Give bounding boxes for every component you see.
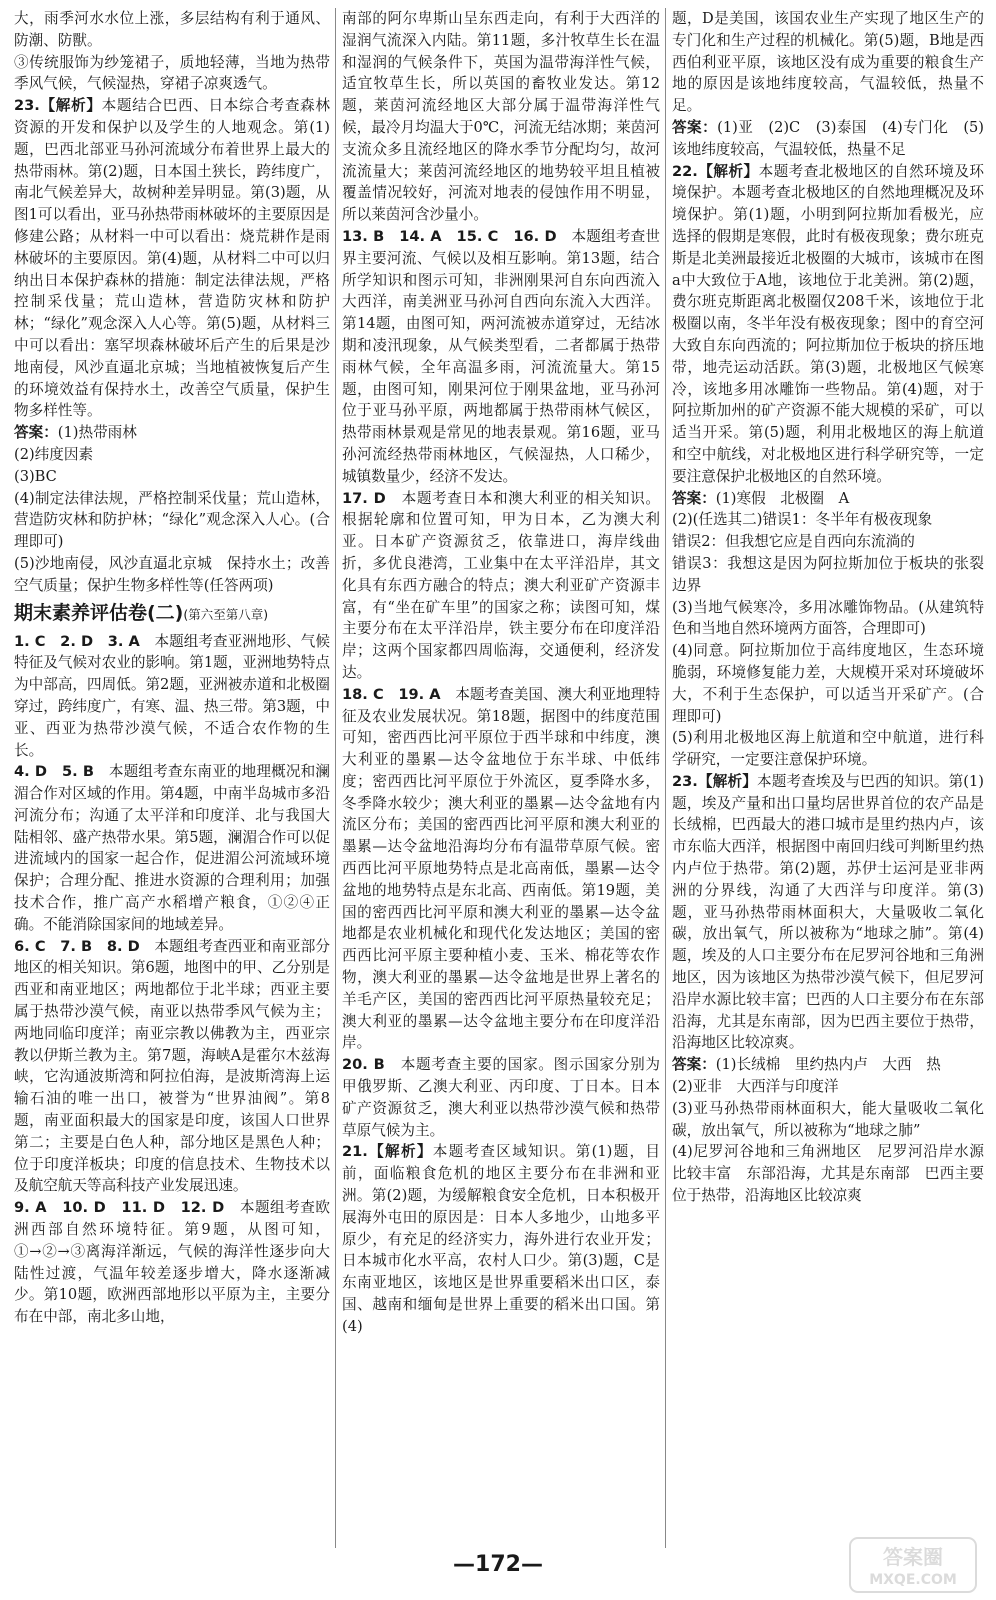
answer-column-middle bbox=[342, 8, 660, 1548]
answer-paragraph: (5)利用北极地区海上航道和空中航道，进行科学研究，一定要注意保护环境。 bbox=[672, 729, 984, 769]
question-entry bbox=[672, 161, 984, 488]
section-subtitle: (第六至第八章) bbox=[183, 606, 269, 622]
analysis-tag: 【解析】 bbox=[697, 162, 759, 180]
answer-paragraph: 南部的阿尔卑斯山呈东西走向，有利于大西洋的湿润气流深入内陆。第11题，多汁牧草生长在温和湿润的气候条件下，英国为温带海洋性气候，适宜牧草生长，所以英国的畜牧业发达。第12题，莱茵河流经地区大部分属于温带海洋性气候，最冷月均温大于0℃，河流无结冰期；莱茵河支流众多且流经地区的降水季节分配均匀，故河流流量大；莱茵河流经地区的地势较平坦且植被覆盖情况较好，河流对地表的侵蚀作用不明显，所以莱茵河含沙量小。 bbox=[342, 10, 660, 224]
question-number: 6. C 7. B 8. D bbox=[14, 937, 140, 955]
answer-entry bbox=[672, 488, 984, 510]
question-explanation: 本题考查日本和澳大利亚的相关知识。根据轮廓和位置可知，甲为日本，乙为澳大利亚。日本矿产资源贫乏，依靠进口，海岸线曲折，多优良港湾，工业集中在太平洋沿岸，其文化具有东西方融合的特点；澳大利亚矿产资源丰富，有“坐在矿车里”的国家之称；读图可知，煤主要分布在太平洋沿岸，铁主要分布在印度洋沿岸；这两个国家都四周临海，交通便利，经济发达。 bbox=[342, 489, 660, 681]
answer-entry bbox=[14, 422, 330, 444]
question-entry bbox=[14, 761, 330, 935]
answer-paragraph: (5)沙地南侵，风沙直逼北京城 保持水土；改善空气质量；保护生物多样性等(任答两项) bbox=[14, 554, 330, 594]
analysis-tag: 【解析】 bbox=[39, 97, 102, 115]
question-explanation: 本题考查主要的国家。图示国家分别为甲俄罗斯、乙澳大利亚、丙印度、丁日本。日本矿产资源贫乏，澳大利亚以热带沙漠气候和热带草原气候为主。 bbox=[342, 1056, 660, 1139]
svg-text:MXQE.COM: MXQE.COM bbox=[869, 1572, 957, 1588]
question-entry bbox=[342, 1054, 660, 1141]
answer-paragraph: 错误2：但我想它应是自西向东流淌的 bbox=[672, 533, 915, 551]
question-explanation: 本题组考查亚洲地形、气候特征及气候对农业的影响。第1题，亚洲地势特点为中部高，四周低。第2题，亚洲被赤道和北极圈穿过，跨纬度广，有寒、温、热三带。第3题，中亚、西亚为热带沙漠气候，不适合农作物的生长。 bbox=[14, 632, 330, 759]
question-entry bbox=[14, 936, 330, 1198]
answer-entry bbox=[672, 1054, 984, 1076]
question-number: 18. C 19. A bbox=[342, 685, 441, 703]
answer-paragraph: ③传统服饰为纱笼裙子，质地轻薄，当地为热带季风气候，气候湿热，穿裙子凉爽透气。 bbox=[14, 53, 330, 93]
section-title: 期末素养评估卷(二) bbox=[14, 601, 184, 624]
answer-entry bbox=[672, 117, 984, 161]
question-explanation: 本题考查区域知识。第(1)题，目前，面临粮食危机的地区主要分布在非洲和亚洲。第(2)题，为缓解粮食安全危机，日本积极开展海外屯田的原因是：日本人多地少，山地多平原少，有充足的经济实力，海外进行农业开发；日本城市化水平高，农村人口少。第(3)题，C是东南亚地区，该地区是世界重要稻米出口区，泰国、越南和缅甸是世界上重要的稻米出口国。第(4) bbox=[342, 1143, 660, 1335]
question-explanation: 本题结合巴西、日本综合考查森林资源的开发和保护以及学生的人地观念。第(1)题，巴西北部亚马孙河流域分布着世界上最大的热带雨林。第(2)题，日本国土狭长，跨纬度广，南北气候差异大，故树种差异明显。第(3)题，从图1可以看出，亚马孙热带雨林破坏的主要原因是修建公路；从材料一中可以看出：烧荒耕作是雨林破坏的主要原因。第(4)题，从材料二中可以归纳出日本保护森林的措施：制定法律法规，严格控制采伐量；荒山造林，营造防灾林和防护林；“绿化”观念深入人心等。第(5)题，从材料三中可以看出：塞罕坝森林破坏后产生的后果是沙地南侵，风沙直逼北京城；当地植被恢复后产生的环境效益有保持水土，改善空气质量，保护生物多样性等。 bbox=[14, 97, 330, 420]
answer-paragraph: (3)亚马孙热带雨林面积大，能大量吸收二氧化碳，放出氧气，所以被称为“地球之肺” bbox=[672, 1099, 984, 1139]
answer-column-left bbox=[14, 8, 330, 1548]
question-explanation: 本题组考查欧洲西部自然环境特征。第9题，从图可知，①→②→③离海洋渐远，气候的海洋性逐步向大陆性过渡，气温年较差逐步增大，降水逐渐减少。第10题，欧洲西部地形以平原为主，主要分布在中部，南北多山地， bbox=[14, 1199, 330, 1326]
section-heading bbox=[14, 599, 330, 629]
answer-text: (1)长绒棉 里约热内卢 大西 热 bbox=[715, 1056, 941, 1074]
page-number: —172— bbox=[453, 1552, 543, 1577]
answer-label: 答案： bbox=[14, 424, 58, 442]
answer-paragraph: 错误3：我想这是因为阿拉斯加位于板块的张裂边界 bbox=[672, 554, 984, 594]
column-divider bbox=[665, 8, 666, 1548]
answer-paragraph: 题，D是美国，该国农业生产实现了地区生产的专门化和生产过程的机械化。第(5)题，B地是西西伯利亚平原，该地区没有成为重要的粮食生产地的原因是该地纬度较高，气温较低，热量不足。 bbox=[672, 10, 984, 115]
question-number: 22. bbox=[672, 162, 698, 180]
answer-paragraph: (3)BC bbox=[14, 467, 57, 485]
analysis-tag: 【解析】 bbox=[697, 772, 757, 790]
answer-paragraph: (2)(任选其二)错误1：冬半年有极夜现象 bbox=[672, 511, 933, 529]
question-entry bbox=[342, 1141, 660, 1337]
answer-text: (1)亚 (2)C (3)泰国 (4)专门化 (5)该地纬度较高，气温较低，热量不足 bbox=[672, 118, 984, 158]
question-explanation: 本题组考查西亚和南亚部分地区的相关知识。第6题，地图中的甲、乙分别是西亚和南亚地区；两地都位于北半球；西亚主要属于热带沙漠气候，南亚以热带季风气候为主；两地同临印度洋；南亚宗教以佛教为主，西亚宗教以伊斯兰教为主。第7题，海峡A是霍尔木兹海峡，它沟通波斯湾和阿拉伯海，是波斯湾海上运输石油的唯一出口，被誉为“世界油阀”。第8题，南亚面积最大的国家是印度，该国人口世界第二；主要是白色人种，部分地区是黑色人种；位于印度洋板块；印度的信息技术、生物技术以及航空航天等高科技产业发展迅速。 bbox=[14, 937, 330, 1195]
question-entry bbox=[342, 684, 660, 1055]
question-entry bbox=[14, 1197, 330, 1328]
question-number: 23. bbox=[672, 772, 698, 790]
question-entry bbox=[342, 226, 660, 488]
answer-paragraph: (4)尼罗河谷地和三角洲地区 尼罗河沿岸水源比较丰富 东部沿海，尤其是东南部 巴西主要位于热带，沿海地区比较凉爽 bbox=[672, 1143, 984, 1205]
question-explanation: 本题组考查东南亚的地理概况和澜湄合作对区域的作用。第4题，中南半岛城市多沿河流分布；沟通了太平洋和印度洋、北与我国大陆相邻、盛产热带水果。第5题，澜湄合作可以促进流域内的国家一起合作，促进湄公河流域环境保护；合理分配、推进水资源的合理利用；加强技术合作，推广高产水稻增产粮食，①②④正确。不能消除国家间的地域差异。 bbox=[14, 763, 330, 933]
question-explanation: 本题组考查世界主要河流、气候以及相互影响。第13题，结合所学知识和图示可知，非洲刚果河自东向西流入大西洋，南美洲亚马孙河自西向东流入大西洋。第14题，由图可知，两河流被赤道穿过，无结冰期和凌汛现象，从气候类型看，二者都属于热带雨林气候，全年高温多雨，河流流量大。第15题，由图可知，刚果河位于刚果盆地，亚马孙河位于亚马孙平原，两地都属于热带雨林气候区，热带雨林景观是常见的地表景观。第16题，亚马孙河流经热带雨林地区，气候湿热，人口稀少，城镇数量少，经济不发达。 bbox=[342, 227, 660, 485]
question-explanation: 本题考查美国、澳大利亚地理特征及农业发展状况。第18题，据图中的纬度范围可知，密西西比河平原位于西半球和中纬度，澳大利亚的墨累—达令盆地位于东半球、中低纬度；密西西比河平原位于外流区，夏季降水多，冬季降水较少；澳大利亚的墨累—达令盆地有内流区分布；美国的密西西比河平原和澳大利亚的墨累—达令盆地沿海均分布有温带草原气候。密西西比河平原地势特点是北高南低，墨累—达令盆地的地势特点是东北高、西南低。第19题，美国的密西西比河平原和澳大利亚的墨累—达令盆地都是农业机械化和现代化发达地区；美国的密西西比河平原主要种植小麦、玉米、棉花等农作物，澳大利亚的墨累—达令盆地是世界上著名的羊毛产区，美国的密西西比河平原热量较充足；澳大利亚的墨累—达令盆地主要分布在印度洋沿岸。 bbox=[342, 685, 660, 1052]
question-entry bbox=[14, 95, 330, 422]
question-number: 20. B bbox=[342, 1056, 385, 1074]
answer-text: (1)热带雨林 bbox=[57, 424, 137, 442]
question-number: 1. C 2. D 3. A bbox=[14, 632, 140, 650]
question-number: 23. bbox=[14, 97, 40, 115]
question-number: 17. D bbox=[342, 489, 386, 507]
question-number: 13. B 14. A 15. C 16. D bbox=[342, 227, 557, 245]
question-explanation: 本题考查北极地区的自然环境及环境保护。本题考查北极地区的自然地理概况及环境保护。第(1)题，小明到阿拉斯加看极光，应选择的假期是寒假，此时有极夜现象；费尔班克斯是北美洲最接近北极圈的大城市，该城市在图a中大致位于A地，该地位于北美洲。第(2)题，费尔班克斯距离北极圈仅208千米，该地位于北极圈以南，冬半年没有极夜现象；图中的育空河大致自东向西流的；阿拉斯加位于板块的挤压地带，地壳运动活跃。第(3)题，北极地区气候寒冷，该地多用冰雕饰一些物品。第(4)题，对于阿拉斯加州的矿产资源不能大规模的采矿，可以适当开采。第(5)题，利用北极地区的海上航道和空中航线，对北极地区进行科学研究等，一定要注意保护北极地区的自然环境。 bbox=[672, 162, 984, 485]
answer-label: 答案： bbox=[672, 1056, 716, 1074]
answer-paragraph: (2)亚非 大西洋与印度洋 bbox=[672, 1078, 839, 1096]
answer-paragraph: (4)同意。阿拉斯加位于高纬度地区，生态环境脆弱，环境修复能力差，大规模开采对环境破坏大，不利于生态保护，可以适当开采矿产。(合理即可) bbox=[672, 642, 984, 725]
answer-label: 答案： bbox=[672, 489, 716, 507]
question-entry bbox=[672, 771, 984, 1054]
answer-paragraph: 大，雨季河水水位上涨，多层结构有利于通风、防潮、防獸。 bbox=[14, 10, 330, 49]
question-number: 9. A 10. D 11. D 12. D bbox=[14, 1199, 225, 1217]
answer-column-right bbox=[672, 8, 984, 1548]
question-entry bbox=[14, 631, 330, 762]
answer-paragraph: (3)当地气候寒冷，多用冰雕饰物品。(从建筑特色和当地自然环境两方面答，合理即可) bbox=[672, 598, 984, 638]
answer-text: (1)寒假 北极圈 A bbox=[715, 489, 850, 507]
watermark-logo bbox=[848, 1536, 978, 1594]
analysis-tag: 【解析】 bbox=[367, 1143, 433, 1161]
answer-label: 答案： bbox=[672, 118, 718, 136]
answer-paragraph: (2)纬度因素 bbox=[14, 445, 94, 463]
svg-text:答案圈: 答案圈 bbox=[883, 1545, 943, 1569]
answer-paragraph: (4)制定法律法规，严格控制采伐量；荒山造林，营造防灾林和防护林；“绿化”观念深入人心。(合理即可) bbox=[14, 489, 330, 551]
column-divider bbox=[335, 8, 336, 1548]
question-number: 4. D 5. B bbox=[14, 763, 95, 781]
question-explanation: 本题考查埃及与巴西的知识。第(1)题，埃及产量和出口量均居世界首位的农产品是长绒棉，巴西最大的港口城市是里约热内卢，该市东临大西洋，根据图中南回归线可判断里约热内卢位于热带。第(2)题，苏伊士运河是亚非两洲的分界线，沟通了大西洋与印度洋。第(3)题，亚马孙热带雨林面积大，大量吸收二氧化碳，放出氧气，所以被称为“地球之肺”。第(4)题，埃及的人口主要分布在尼罗河谷地和三角洲地区，因为该地区为热带沙漠气候下，但尼罗河沿岸水源比较丰富；巴西的人口主要分布在东部沿海，尤其是东南部，因为巴西主要位于热带，沿海地区比较凉爽。 bbox=[672, 772, 984, 1052]
question-number: 21. bbox=[342, 1143, 368, 1161]
question-entry bbox=[342, 488, 660, 684]
